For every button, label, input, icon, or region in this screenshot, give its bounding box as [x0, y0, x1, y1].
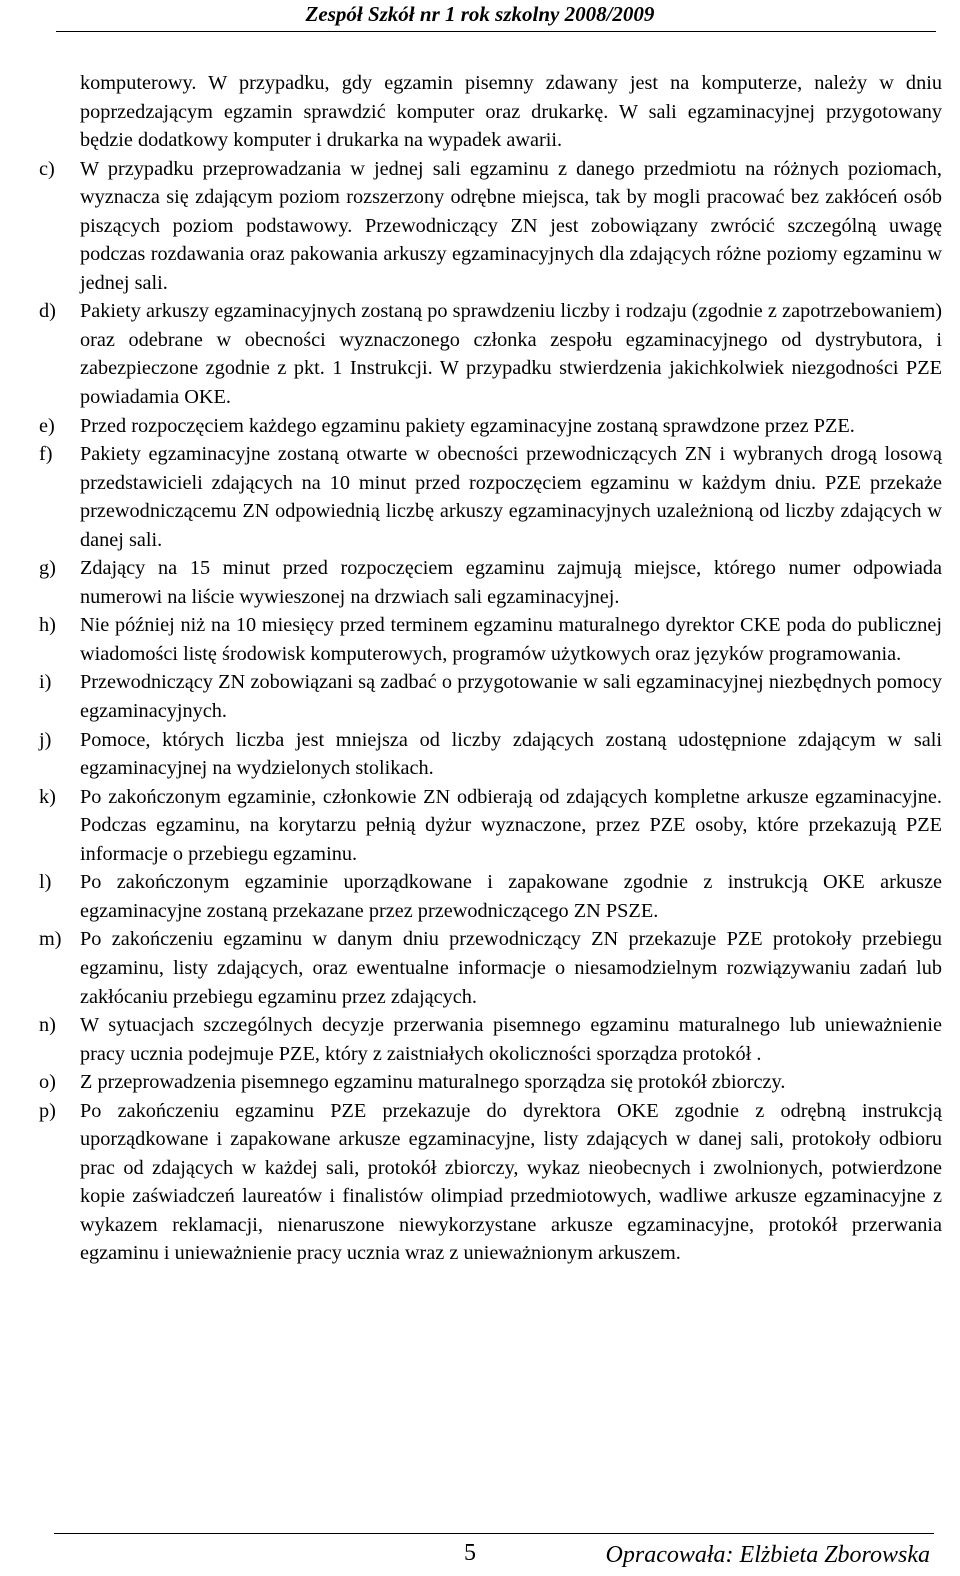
list-item-text: Przed rozpoczęciem każdego egzaminu pakiety egzaminacyjne zostaną sprawdzone przez PZE.	[80, 414, 855, 437]
list-item-text: W przypadku przeprowadzania w jednej sali egzaminu z danego przedmiotu na różnych poziomach, wyznacza się zdającym poziom rozszerzony odrębne miejsca, tak by mogli pracować bez zakłóceń osób piszących poziom podstawowy. Przewodniczący ZN jest zobowiązany zwrócić szczególną uwagę podczas rozdawania oraz pakowania arkuszy egzaminacyjnych dla zdających różne poziomy egzaminu w jednej sali.	[80, 157, 942, 294]
list-item	[39, 726, 942, 783]
list-marker: h)	[39, 614, 56, 637]
list-item-text: Po zakończonym egzaminie uporządkowane i zapakowane zgodnie z instrukcją OKE arkusze egzaminacyjne zostaną przekazane przez przewodniczącego ZN PSZE.	[80, 871, 942, 922]
list-item	[39, 1097, 942, 1268]
list-marker: i)	[39, 671, 52, 694]
page-number: 5	[464, 1540, 476, 1566]
list-item	[39, 1011, 942, 1068]
list-item-text: W sytuacjach szczególnych decyzje przerwania pisemnego egzaminu maturalnego lub unieważnienie pracy ucznia podejmuje PZE, który z zaistniałych okoliczności sporządza protokół .	[80, 1014, 942, 1065]
list-items	[39, 155, 942, 1268]
list-marker: k)	[39, 785, 56, 808]
footer-divider	[54, 1533, 934, 1534]
list-marker: c)	[39, 157, 55, 180]
list-marker: g)	[39, 557, 56, 580]
list-item	[39, 868, 942, 925]
list-item-text: Pakiety egzaminacyjne zostaną otwarte w obecności przewodniczących ZN i wybranych drogą losową przedstawicieli zdających na 10 minut przed rozpoczęciem egzaminu w każdym dniu. PZE przekaże przewodniczącemu ZN odpowiednią liczbę arkuszy egzaminacyjnych uzależnioną od liczby zdających w danej sali.	[80, 443, 942, 551]
list-item	[39, 668, 942, 725]
list-item-text: Zdający na 15 minut przed rozpoczęciem egzaminu zajmują miejsce, którego numer odpowiada numerowi na liście wywieszonej na drzwiach sali egzaminacyjnej.	[80, 557, 942, 608]
list-item	[39, 297, 942, 411]
list-item	[39, 412, 942, 441]
list-marker: n)	[39, 1014, 56, 1037]
list-item	[39, 925, 942, 1011]
list-item-text: Pakiety arkuszy egzaminacyjnych zostaną po sprawdzeniu liczby i rodzaju (zgodnie z zapotrzebowaniem) oraz odebrane w obecności wyznaczonego członka zespołu egzaminacyjnego od dystrybutora, i zabezpieczone zgodnie z pkt. 1 Instrukcji. W przypadku stwierdzenia jakichkolwiek niezgodności PZE powiadamia OKE.	[80, 300, 942, 409]
list-marker: m)	[39, 928, 62, 951]
list-item-text: Z przeprowadzenia pisemnego egzaminu maturalnego sporządza się protokół zbiorczy.	[80, 1071, 786, 1094]
list-marker: f)	[39, 443, 53, 466]
list-marker: d)	[39, 300, 56, 323]
list-item	[39, 155, 942, 298]
list-item	[39, 440, 942, 554]
list-item	[39, 611, 942, 668]
document-body	[39, 69, 942, 1268]
list-item-text: Pomoce, których liczba jest mniejsza od liczby zdających zostaną udostępnione zdającym w sali egzaminacyjnej na wydzielonych stolikach.	[80, 728, 942, 780]
header-divider	[56, 31, 936, 32]
list-marker: p)	[39, 1099, 56, 1122]
list-item-text: Po zakończeniu egzaminu w danym dniu przewodniczący ZN przekazuje PZE protokoły przebiegu egzaminu, listy zdających, oraz ewentualne informacje o niesamodzielnym rozwiązywaniu zadań lub zakłócaniu przebiegu egzaminu przez zdających.	[80, 928, 942, 1008]
list-item-text: Przewodniczący ZN zobowiązani są zadbać o przygotowanie w sali egzaminacyjnej niezbędnych pomocy egzaminacyjnych.	[80, 671, 942, 723]
intro-paragraph: komputerowy. W przypadku, gdy egzamin pisemny zdawany jest na komputerze, należy w dniu poprzedzającym egzamin sprawdzić komputer oraz drukarkę. W sali egzaminacyjnej przygotowany będzie dodatkowy komputer i drukarka na wypadek awarii.	[80, 72, 942, 152]
footer-author: Opracowała: Elżbieta Zborowska	[605, 1542, 930, 1568]
list-item	[39, 1068, 942, 1097]
page-header-title: Zespół Szkół nr 1 rok szkolny 2008/2009	[305, 2, 655, 26]
list-item-text: Nie później niż na 10 miesięcy przed terminem egzaminu maturalnego dyrektor CKE poda do publicznej wiadomości listę środowisk komputerowych, programów użytkowych oraz języków programowania.	[80, 614, 942, 665]
list-item-text: Po zakończonym egzaminie, członkowie ZN odbierają od zdających kompletne arkusze egzaminacyjne. Podczas egzaminu, na korytarzu pełnią dyżur wyznaczone, przez PZE osoby, które przekazują PZE informacje o przebiegu egzaminu.	[80, 785, 942, 865]
list-marker: j)	[39, 728, 52, 751]
list-item	[39, 554, 942, 611]
list-item	[39, 783, 942, 869]
list-marker: o)	[39, 1071, 56, 1094]
list-item-text: Po zakończeniu egzaminu PZE przekazuje do dyrektora OKE zgodnie z odrębną instrukcją uporządkowane i zapakowane arkusze egzaminacyjne, listy zdających w danej sali, protokoły odbioru prac od zdających w każdej sali, protokół zbiorczy, wykaz nieobecnych i zwolnionych, potwierdzone kopie zaświadczeń laureatów i finalistów olimpiad przedmiotowych, wadliwe arkusze egzaminacyjne z wykazem reklamacji, nienaruszone niewykorzystane arkusze egzaminacyjne, protokół przerwania egzaminu i unieważnienie pracy ucznia wraz z unieważnionym arkuszem.	[80, 1099, 942, 1265]
list-marker: l)	[39, 871, 52, 894]
list-marker: e)	[39, 414, 55, 437]
